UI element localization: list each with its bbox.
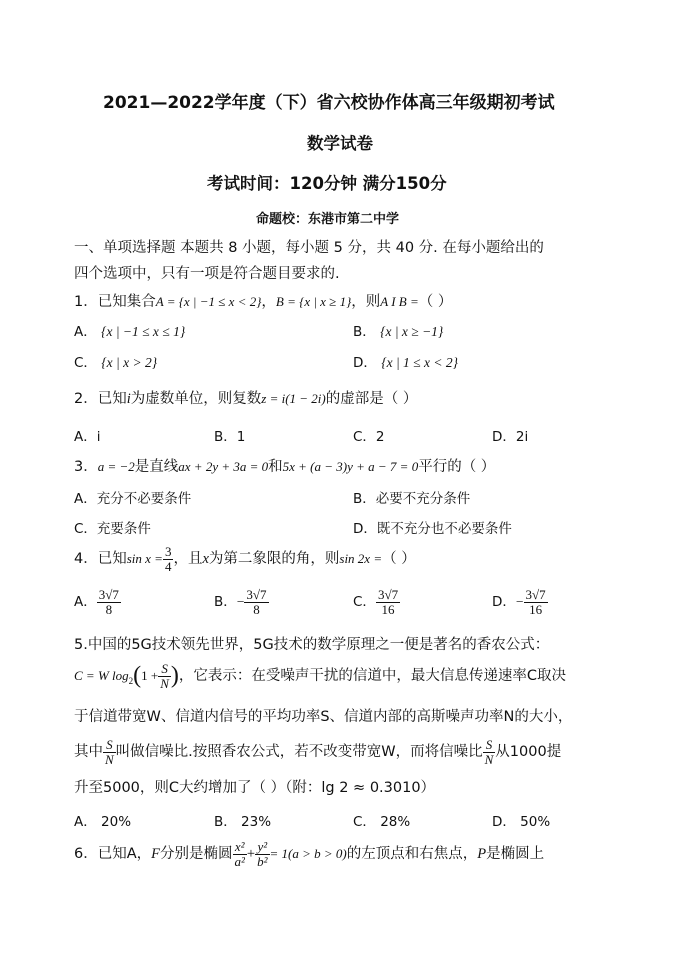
q4-option-b	[214, 588, 269, 616]
q1-set-b: B = {x | x ≥ 1}	[275, 294, 352, 309]
paper-subtitle: 数学试卷	[307, 134, 373, 153]
q1-option-c-text: {x | x > 2}	[101, 355, 158, 370]
q5-line2-rest: ，它表示：在受噪声干扰的信道中，最大信息传递速率C取决	[178, 668, 567, 685]
q4-option-a-den: 8	[105, 601, 113, 617]
question-6-stem	[74, 840, 544, 868]
q1-suffix: （ ）	[418, 294, 453, 310]
q4-sinx: sin x =	[126, 551, 163, 567]
q3-cond: a = −2	[97, 459, 135, 474]
q4-option-c-den: 16	[381, 601, 395, 617]
q1-option-d-text: {x | 1 ≤ x < 2}	[381, 355, 458, 370]
q5-snr-frac-2	[483, 738, 496, 766]
q4-option-a-num: 3√7	[98, 587, 119, 602]
q5-formula-lhs: C = W log	[74, 668, 129, 684]
q4-option-d-frac	[524, 588, 548, 616]
question-2-stem	[74, 387, 417, 408]
q5-line2	[74, 662, 566, 690]
q3-option-c: C．充要条件	[74, 521, 151, 537]
q3-line2: 5x + (a − 3)y + a − 7 = 0	[282, 459, 419, 474]
q3-prefix: 3．	[74, 459, 98, 475]
section-intro-line2: 四个选项中，只有一项是符合题目要求的.	[74, 266, 340, 282]
q3-suffix: 平行的（ ）	[418, 459, 496, 475]
q5-snr1-den: N	[105, 751, 114, 767]
q4-fraction-den: 4	[164, 558, 172, 574]
q5-line3: 于信道带宽W、信道内信号的平均功率S、信道内部的高斯噪声功率N的大小，	[74, 709, 573, 725]
q4-fraction	[163, 545, 174, 573]
q5-formula-num: S	[158, 662, 171, 677]
q6-prefix: 6．已知A，	[74, 846, 152, 863]
q4-expr: sin 2x =	[339, 551, 383, 567]
q4-option-b-frac	[244, 588, 268, 616]
q4-option-d-den: 16	[529, 601, 543, 617]
q3-option-b: B．必要不充分条件	[353, 491, 471, 507]
q2-prefix: 2．已知	[74, 391, 127, 407]
q4-option-d-sign: −	[515, 594, 524, 610]
q5-formula-frac	[158, 662, 171, 690]
q6-f: F	[151, 846, 161, 863]
q5-paren-close: )	[170, 662, 179, 689]
q3-line1: ax + 2y + 3a = 0	[178, 459, 269, 474]
q5-line5: 升至5000，则C大约增加了（ ）（附：lg 2 ≈ 0.3010）	[74, 780, 436, 796]
q6-y2: y²	[255, 840, 269, 855]
q2-option-c: C．2	[353, 429, 385, 445]
q4-option-a-frac	[97, 588, 121, 616]
q5-line4-pre: 其中	[74, 744, 103, 761]
q5-option-c: C． 28%	[353, 814, 411, 830]
q1-option-c	[74, 351, 157, 371]
q6-plus: +	[246, 846, 256, 863]
q5-formula-one: 1 +	[141, 668, 159, 684]
q6-mid1: 分别是椭圆	[160, 846, 233, 863]
q6-frac-x	[233, 840, 247, 868]
q1-option-a-label: A．	[74, 324, 97, 340]
q5-formula-den: N	[160, 675, 169, 691]
q1-set-a: A = {x | −1 ≤ x < 2}	[155, 294, 262, 309]
q5-snr2-den: N	[484, 751, 494, 767]
q3-option-d: D．既不充分也不必要条件	[353, 521, 512, 537]
q4-prefix: 4．已知	[74, 551, 127, 568]
q1-option-b-text: {x | x ≥ −1}	[380, 324, 444, 339]
q4-option-c	[353, 588, 400, 616]
q6-frac-y	[255, 840, 269, 868]
q5-snr2-num: S	[483, 738, 496, 753]
q1-prefix: 1．已知集合	[74, 294, 156, 310]
q4-option-d	[492, 588, 548, 616]
q3-mid2: 和	[268, 459, 283, 475]
q4-option-c-frac	[376, 588, 400, 616]
q1-sep: ，	[261, 294, 276, 310]
q4-option-d-label: D．	[492, 594, 516, 611]
q4-x: x	[202, 551, 209, 568]
q6-end: 是椭圆上	[486, 846, 545, 863]
question-1-stem	[74, 290, 452, 311]
exam-info: 考试时间：120分钟 满分150分	[207, 174, 447, 193]
q4-option-a-label: A．	[74, 594, 97, 611]
q5-snr-frac-1	[103, 738, 116, 766]
q6-suffix: 的左顶点和右焦点，	[346, 846, 478, 863]
q3-option-a: A．充分不必要条件	[74, 491, 192, 507]
q3-mid1: 是直线	[134, 459, 179, 475]
q4-option-d-num: 3√7	[525, 587, 546, 602]
q5-paren-open: (	[133, 662, 142, 689]
q2-mid: 为虚数单位，则复数	[130, 391, 262, 407]
exam-title: 2021—2022学年度（下）省六校协作体高三年级期初考试	[103, 93, 555, 113]
q2-option-b: B．1	[214, 429, 246, 445]
q5-option-a: A． 20%	[74, 814, 132, 830]
q5-option-b: B． 23%	[214, 814, 272, 830]
q2-suffix: 的虚部是（ ）	[325, 391, 418, 407]
q1-mid: ，则	[351, 294, 381, 310]
q5-line4-mid: 叫做信噪比.按照香农公式，若不改变带宽W，而将信噪比	[115, 744, 483, 761]
q5-snr1-num: S	[103, 738, 116, 753]
q4-option-c-num: 3√7	[377, 587, 399, 602]
question-3-stem	[74, 455, 495, 476]
q4-mid2: 为第二象限的角，则	[208, 551, 340, 568]
q5-line4-post: 从1000提	[495, 744, 562, 761]
q4-mid1: ，且	[173, 551, 203, 568]
q4-option-b-den: 8	[253, 601, 260, 617]
q2-i: i	[126, 391, 131, 407]
q1-option-d-label: D．	[353, 355, 377, 371]
q2-expr: z = i(1 − 2i)	[261, 391, 326, 406]
q6-x2: x²	[233, 840, 247, 855]
q4-option-c-label: C．	[353, 594, 376, 611]
q1-option-b-label: B．	[353, 324, 376, 340]
q2-option-a: A．i	[74, 429, 101, 445]
q4-option-b-sign: −	[236, 594, 245, 610]
q5-option-d: D． 50%	[492, 814, 551, 830]
question-4-stem	[74, 545, 416, 573]
q6-a2: a²	[234, 853, 245, 869]
q4-fraction-num: 3	[164, 544, 172, 559]
q5-formula-sub: 2	[128, 676, 134, 687]
q6-p: P	[477, 846, 487, 863]
q4-suffix: （ ）	[382, 551, 416, 568]
q1-option-a-text: {x | −1 ≤ x ≤ 1}	[101, 324, 186, 339]
q1-option-d	[353, 351, 458, 371]
q4-option-a	[74, 588, 121, 616]
q2-option-d: D．2i	[492, 429, 529, 445]
school-line: 命题校：东港市第二中学	[256, 212, 400, 227]
q4-option-b-num: 3√7	[246, 587, 267, 602]
q6-b2: b²	[257, 853, 268, 869]
q1-option-c-label: C．	[74, 355, 97, 371]
q5-line4	[74, 738, 561, 766]
q6-eq: = 1(a > b > 0)	[269, 846, 347, 862]
section-intro-line1: 一、单项选择题 本题共 8 小题，每小题 5 分，共 40 分. 在每小题给出的	[74, 240, 544, 256]
q1-expr: A I B =	[380, 294, 419, 309]
q4-option-b-label: B．	[214, 594, 237, 611]
q1-option-a	[74, 320, 185, 340]
q1-option-b	[353, 320, 443, 340]
q5-line1: 5.中国的5G技术领先世界，5G技术的数学原理之一便是著名的香农公式：	[74, 637, 550, 653]
